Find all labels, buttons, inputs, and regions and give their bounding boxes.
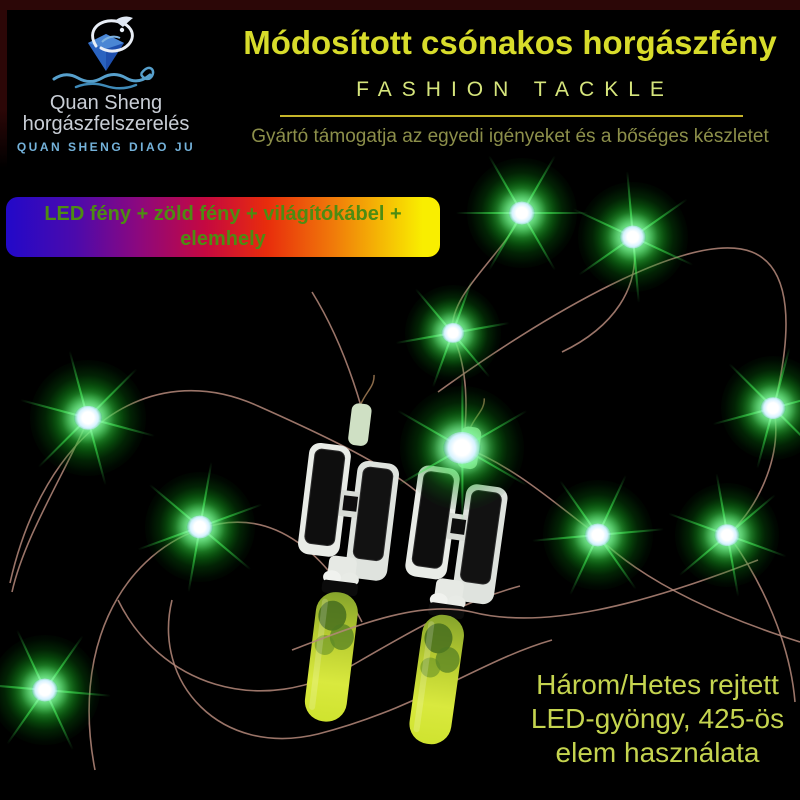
product-note-line1: Három/Hetes rejtett xyxy=(536,669,779,700)
brand-line: FASHION TACKLE xyxy=(356,78,674,101)
led-core xyxy=(620,225,646,248)
product-note xyxy=(515,668,800,770)
brand-name-line2: horgászfelszerelés xyxy=(22,113,190,135)
led-core xyxy=(715,524,740,546)
led-glow xyxy=(400,386,524,510)
tagline: Gyártó támogatja az egyedi igényeket és a bőséges készletet xyxy=(251,126,769,147)
feature-banner-line2: elemhely xyxy=(180,228,266,250)
led-glow xyxy=(543,480,653,590)
fishing-light-device-left xyxy=(277,368,411,727)
led-core xyxy=(441,323,464,343)
led-core xyxy=(509,201,535,224)
led-glow xyxy=(145,472,255,582)
product-note-line3: elem használata xyxy=(555,737,760,768)
led-core xyxy=(761,397,786,419)
brand-subtitle: QUAN SHENG DIAO JU xyxy=(16,140,196,154)
led-core xyxy=(74,406,102,430)
led-core xyxy=(585,523,611,546)
wire xyxy=(169,600,552,738)
led-glow xyxy=(578,182,688,292)
led-glow xyxy=(675,483,779,587)
led-glow xyxy=(467,158,577,268)
brand-name-line1: Quan Sheng xyxy=(49,92,163,114)
led-glow xyxy=(30,360,146,476)
product-note-line2: LED-gyöngy, 425-ös xyxy=(530,703,785,734)
led-glow xyxy=(405,285,501,381)
feature-banner-line1: LED fény + zöld fény + világítókábel + xyxy=(44,203,402,225)
led-core xyxy=(32,678,58,701)
page-title: Módosított csónakos horgászfény xyxy=(243,24,777,61)
led-core xyxy=(443,432,480,464)
